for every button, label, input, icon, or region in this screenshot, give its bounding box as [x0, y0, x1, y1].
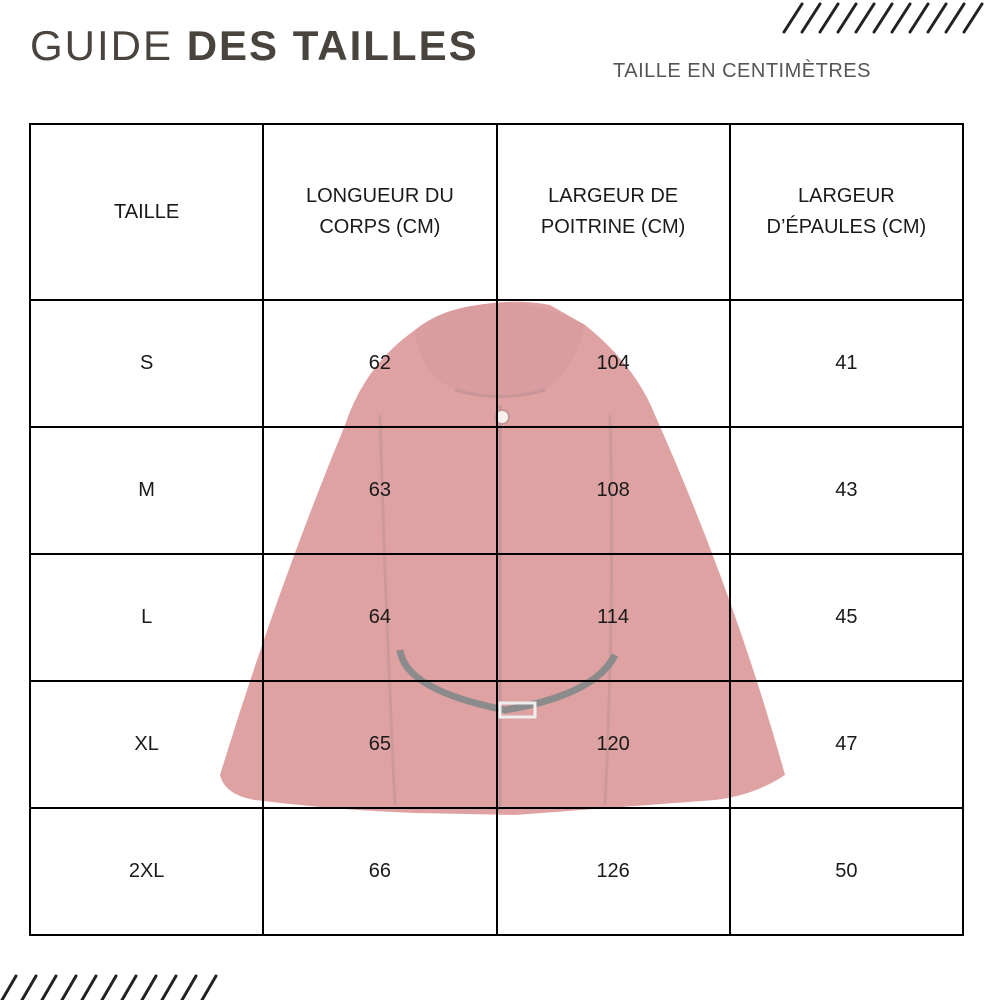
cell-size: M [30, 427, 263, 554]
page-title [30, 22, 479, 70]
cell-body-length: 65 [263, 681, 496, 808]
table-row [30, 300, 963, 427]
header-largeur-poitrine: LARGEUR DE POITRINE (CM) [497, 124, 730, 300]
cell-body-length: 62 [263, 300, 496, 427]
cell-shoulder-width: 41 [730, 300, 963, 427]
decorative-stripes-top [780, 0, 1000, 40]
table-row [30, 554, 963, 681]
cell-size: 2XL [30, 808, 263, 935]
table-row [30, 681, 963, 808]
cell-chest-width: 104 [497, 300, 730, 427]
cell-body-length: 66 [263, 808, 496, 935]
cell-shoulder-width: 45 [730, 554, 963, 681]
size-table [29, 123, 964, 936]
header-largeur-epaules: LARGEUR D’ÉPAULES (CM) [730, 124, 963, 300]
cell-chest-width: 120 [497, 681, 730, 808]
cell-chest-width: 108 [497, 427, 730, 554]
title-bold: DES TAILLES [186, 22, 479, 69]
cell-size: L [30, 554, 263, 681]
table-header-row [30, 124, 963, 300]
cell-body-length: 63 [263, 427, 496, 554]
cell-size: XL [30, 681, 263, 808]
cell-body-length: 64 [263, 554, 496, 681]
cell-shoulder-width: 50 [730, 808, 963, 935]
header-taille: TAILLE [30, 124, 263, 300]
cell-chest-width: 126 [497, 808, 730, 935]
unit-subtitle: TAILLE EN CENTIMÈTRES [613, 60, 871, 82]
table-row [30, 427, 963, 554]
cell-size: S [30, 300, 263, 427]
decorative-stripes-bottom [0, 970, 230, 1000]
title-light: GUIDE [30, 22, 174, 69]
cell-chest-width: 114 [497, 554, 730, 681]
cell-shoulder-width: 47 [730, 681, 963, 808]
cell-shoulder-width: 43 [730, 427, 963, 554]
header-longueur-corps: LONGUEUR DU CORPS (CM) [263, 124, 496, 300]
table-row [30, 808, 963, 935]
